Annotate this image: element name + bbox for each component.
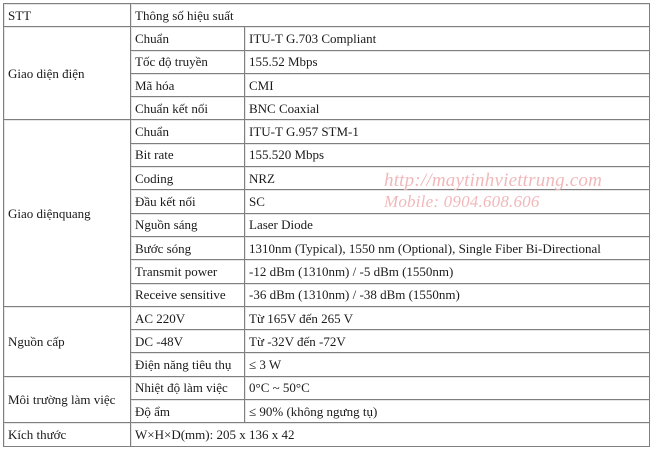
- param-label: Chuẩn: [131, 27, 245, 50]
- header-stt: STT: [4, 4, 131, 27]
- param-value: 155.52 Mbps: [245, 50, 650, 73]
- param-value: ≤ 90% (không ngưng tụ): [245, 400, 650, 423]
- param-label: Bước sóng: [131, 236, 245, 259]
- param-value: 155.520 Mbps: [245, 143, 650, 166]
- param-value: 1310nm (Typical), 1550 nm (Optional), Single Fiber Bi-Directional: [245, 236, 650, 259]
- group-label: Giao diệnquang: [4, 120, 131, 306]
- watermark-url: http://maytinhviettrung.com: [384, 170, 603, 191]
- footer-label: Kích thước: [4, 423, 131, 446]
- watermark-phone: Mobile: 0904.608.606: [384, 192, 540, 211]
- param-label: Chuẩn: [131, 120, 245, 143]
- param-label: AC 220V: [131, 306, 245, 329]
- footer-row: [4, 423, 650, 446]
- header-row: [4, 4, 650, 27]
- footer-value: W×H×D(mm): 205 x 136 x 42: [131, 423, 650, 446]
- header-title: Thông số hiệu suất: [131, 4, 650, 27]
- param-label: Đầu kết nối: [131, 190, 245, 213]
- group-label: Giao diện điện: [4, 27, 131, 120]
- spec-table: [3, 3, 650, 447]
- param-value: NRZ: [245, 167, 650, 190]
- spec-row: [4, 120, 650, 143]
- param-value: ITU-T G.957 STM-1: [245, 120, 650, 143]
- param-label: Receive sensitive: [131, 283, 245, 306]
- spec-row: [4, 306, 650, 329]
- param-label: Tốc độ truyền: [131, 50, 245, 73]
- spec-table-body: [4, 4, 650, 423]
- param-value: -36 dBm (1310nm) / -38 dBm (1550nm): [245, 283, 650, 306]
- param-label: Nguồn sáng: [131, 213, 245, 236]
- param-label: Bit rate: [131, 143, 245, 166]
- param-label: DC -48V: [131, 330, 245, 353]
- param-label: Mã hóa: [131, 73, 245, 96]
- param-label: Nhiệt độ làm việc: [131, 376, 245, 399]
- param-value: Từ -32V đến -72V: [245, 330, 650, 353]
- param-value: Từ 165V đến 265 V: [245, 306, 650, 329]
- param-value: SC: [245, 190, 650, 213]
- param-label: Transmit power: [131, 260, 245, 283]
- param-value: ≤ 3 W: [245, 353, 650, 376]
- param-value: Laser Diode: [245, 213, 650, 236]
- param-value: -12 dBm (1310nm) / -5 dBm (1550nm): [245, 260, 650, 283]
- param-label: Điện năng tiêu thụ: [131, 353, 245, 376]
- param-value: 0°C ~ 50°C: [245, 376, 650, 399]
- group-label: Môi trường làm việc: [4, 376, 131, 423]
- param-label: Coding: [131, 167, 245, 190]
- param-value: ITU-T G.703 Compliant: [245, 27, 650, 50]
- param-label: Độ ẩm: [131, 400, 245, 423]
- param-label: Chuẩn kết nối: [131, 97, 245, 120]
- group-label: Nguồn cấp: [4, 306, 131, 376]
- param-value: BNC Coaxial: [245, 97, 650, 120]
- spec-row: [4, 27, 650, 50]
- spec-row: [4, 376, 650, 399]
- param-value: CMI: [245, 73, 650, 96]
